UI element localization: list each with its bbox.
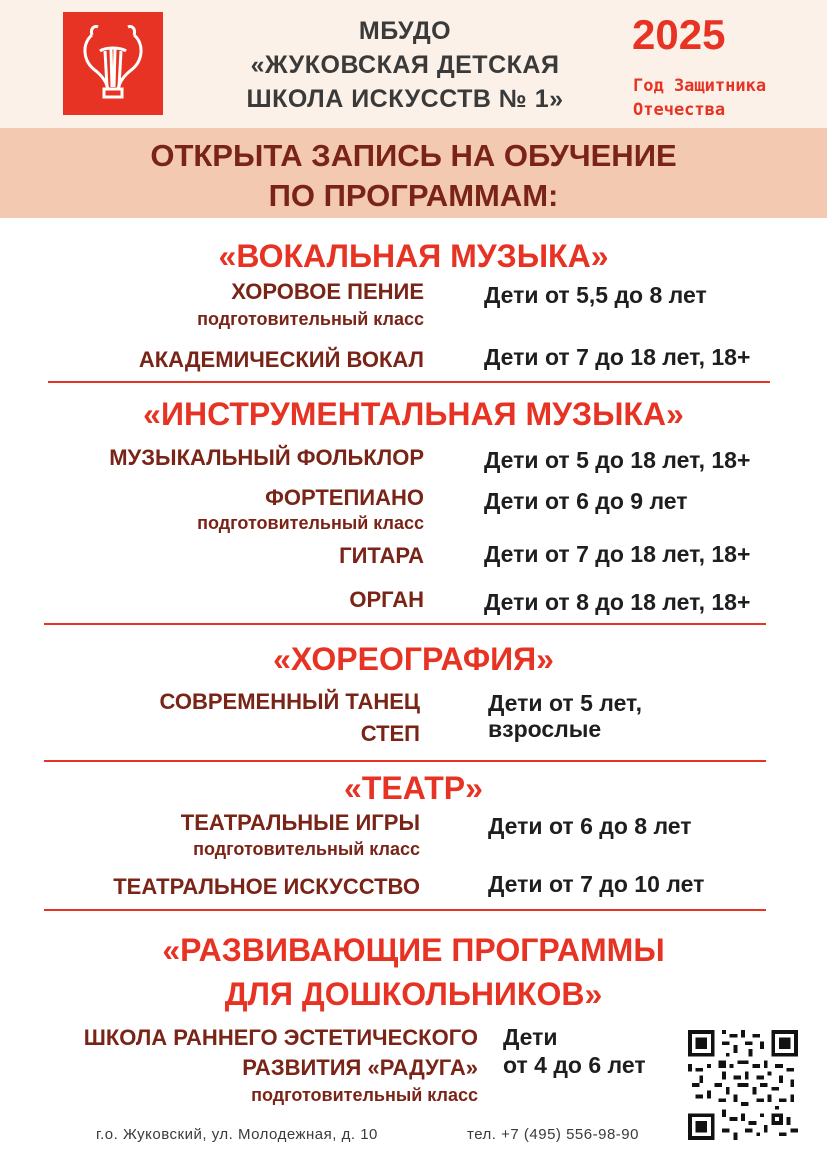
program-folk: МУЗЫКАЛЬНЫЙ ФОЛЬКЛОР — [109, 445, 424, 470]
program-academic-vocal: АКАДЕМИЧЕСКИЙ ВОКАЛ — [138, 347, 424, 372]
year-caption-line-1: Год Защитника — [633, 76, 767, 96]
lyre-icon — [78, 21, 148, 107]
program-guitar: ГИТАРА — [339, 543, 424, 568]
section-title-preschool — [0, 928, 827, 1016]
program-raduga-sub: подготовительный класс — [251, 1085, 478, 1105]
section-title-vocal: «ВОКАЛЬНАЯ МУЗЫКА» — [218, 238, 609, 274]
section-title-choreography: «ХОРЕОГРАФИЯ» — [273, 641, 554, 677]
program-raduga — [84, 1023, 478, 1083]
year-caption-line-2: Отечества — [633, 100, 726, 120]
age-choir: Дети от 5,5 до 8 лет — [484, 282, 707, 308]
footer-address: г.о. Жуковский, ул. Молодежная, д. 10 — [96, 1126, 378, 1143]
age-piano: Дети от 6 до 9 лет — [484, 488, 688, 514]
year: 2025 — [632, 11, 726, 58]
enrollment-banner — [0, 128, 827, 218]
age-theatre-art: Дети от 7 до 10 лет — [488, 871, 705, 897]
program-theatre-art: ТЕАТРАЛЬНОЕ ИСКУССТВО — [113, 874, 420, 899]
section-title-preschool-line-1: «РАЗВИВАЮЩИЕ ПРОГРАММЫ — [162, 932, 665, 968]
program-choir-sub: подготовительный класс — [197, 309, 424, 329]
age-choreography-line-2: взрослые — [488, 716, 602, 742]
qr-code — [688, 1030, 798, 1140]
school-name — [195, 14, 615, 116]
program-raduga-line-2: РАЗВИТИЯ «РАДУГА» — [242, 1055, 478, 1080]
school-logo — [63, 12, 163, 115]
age-academic-vocal: Дети от 7 до 18 лет, 18+ — [484, 344, 751, 370]
program-modern-dance: СОВРЕМЕННЫЙ ТАНЕЦ — [159, 689, 420, 714]
age-choreography — [488, 690, 642, 742]
section-title-preschool-line-2: ДЛЯ ДОШКОЛЬНИКОВ» — [224, 976, 603, 1012]
age-raduga — [503, 1023, 646, 1079]
program-organ: ОРГАН — [349, 587, 424, 612]
age-theatre-games: Дети от 6 до 8 лет — [488, 813, 692, 839]
age-folk: Дети от 5 до 18 лет, 18+ — [484, 447, 751, 473]
age-choreography-line-1: Дети от 5 лет, — [488, 690, 642, 716]
banner-line-1: ОТКРЫТА ЗАПИСЬ НА ОБУЧЕНИЕ — [150, 138, 677, 173]
program-theatre-games: ТЕАТРАЛЬНЫЕ ИГРЫ — [180, 810, 420, 835]
age-organ: Дети от 8 до 18 лет, 18+ — [484, 589, 751, 615]
age-guitar: Дети от 7 до 18 лет, 18+ — [484, 541, 751, 567]
program-piano: ФОРТЕПИАНО — [265, 485, 424, 510]
banner-line-2: ПО ПРОГРАММАМ: — [268, 178, 559, 213]
program-piano-sub: подготовительный класс — [197, 513, 424, 533]
program-choir: ХОРОВОЕ ПЕНИЕ — [231, 279, 424, 304]
age-raduga-line-2: от 4 до 6 лет — [503, 1052, 646, 1078]
divider — [44, 909, 766, 911]
divider — [44, 760, 766, 762]
age-raduga-line-1: Дети — [503, 1024, 558, 1050]
section-title-instrumental: «ИНСТРУМЕНТАЛЬНАЯ МУЗЫКА» — [143, 396, 684, 432]
school-line-1: МБУДО — [358, 17, 452, 45]
school-line-2: «ЖУКОВСКАЯ ДЕТСКАЯ — [250, 51, 560, 79]
school-line-3: ШКОЛА ИСКУССТВ № 1» — [246, 85, 564, 113]
section-title-theatre: «ТЕАТР» — [344, 770, 483, 806]
program-theatre-games-sub: подготовительный класс — [193, 839, 420, 859]
program-raduga-line-1: ШКОЛА РАННЕГО ЭСТЕТИЧЕСКОГО — [83, 1025, 478, 1050]
footer-phone: тел. +7 (495) 556-98-90 — [467, 1126, 639, 1143]
header — [0, 0, 827, 128]
year-caption — [633, 74, 766, 122]
program-step: СТЕП — [360, 721, 420, 746]
divider — [48, 381, 770, 383]
divider — [44, 623, 766, 625]
